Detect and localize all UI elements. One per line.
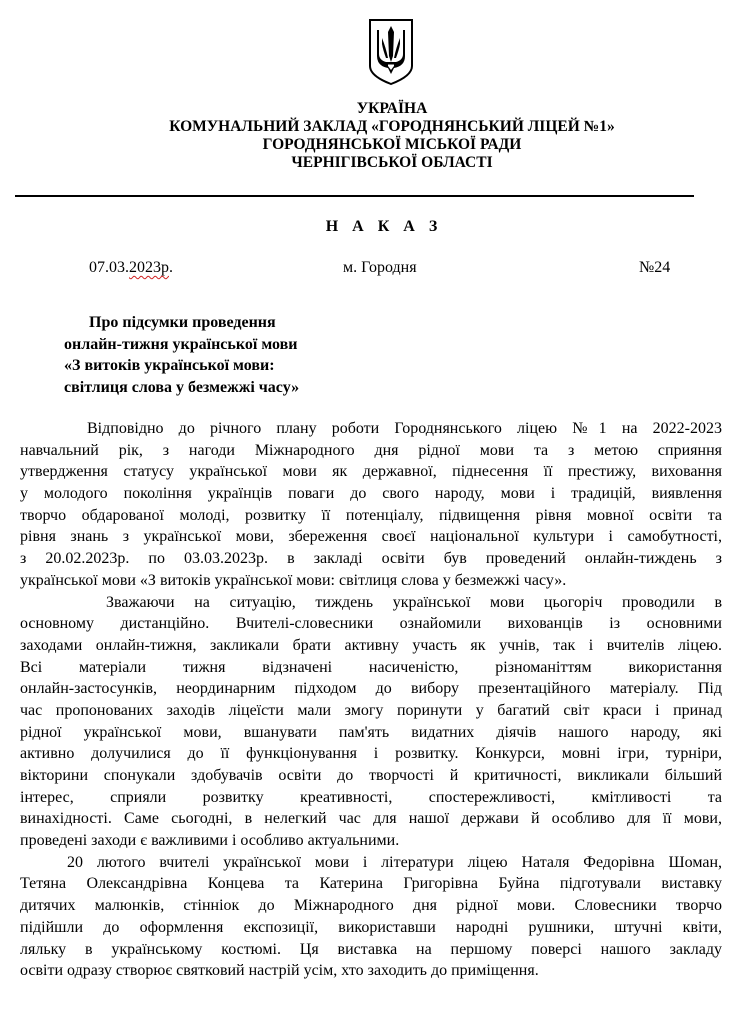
body-line: у молодого покоління українців поваги до свого народу, мови і традицій, виявлення bbox=[20, 485, 722, 503]
body-line: утвердження статусу української мови як державної, піднесення її престижу, виховання bbox=[20, 463, 722, 481]
subject-line: Про підсумки проведення bbox=[89, 314, 276, 331]
header-region: ЧЕРНІГІВСЬКОЇ ОБЛАСТІ bbox=[291, 154, 493, 171]
body-line: 20 лютого вчителі української мови і літератури ліцею Наталя Федорівна Шоман, bbox=[67, 853, 722, 871]
order-subject bbox=[64, 312, 364, 398]
body-line: заходами онлайн-тижня, закликали брати активну участь як учнів, так і вчителів ліцею. bbox=[20, 636, 722, 654]
tryzub-emblem-icon bbox=[366, 18, 416, 86]
body-line: активно долучилися до її функціонування і розвитку. Конкурси, мовні ігри, турніри, bbox=[20, 745, 722, 763]
order-number: №24 bbox=[639, 259, 671, 276]
body-line: Тетяна Олександрівна Концева та Катерина Григорівна Буйна підготували виставку bbox=[20, 875, 722, 893]
body-line: рідної української мови, вшанувати пам'ять видатних діячів нашого народу, які bbox=[20, 723, 722, 741]
order-place: м. Городня bbox=[343, 259, 417, 276]
body-line: Всі матеріали тижня відзначені насиченістю, різноманіттям використання bbox=[20, 658, 722, 676]
body-line: дитячих малюнків, стінніок до Міжнародного дня рідної мови. Словесники творчо bbox=[20, 897, 722, 915]
body-line: Зважаючи на ситуацію, тиждень української мови цьогоріч проводили в bbox=[106, 593, 722, 611]
body-line: онлайн-застосунків, неординарним підходом до вибору презентаційного матеріалу. Під bbox=[20, 680, 722, 698]
body-line: підійшли до оформлення експозиції, використавши народні рушники, штучні квіти, bbox=[20, 918, 722, 936]
body-line: навчальний рік, з нагоди Міжнародного дня рідної мови та з метою сприяння bbox=[20, 441, 722, 459]
subject-line: онлайн-тижня української мови bbox=[64, 335, 298, 353]
body-line: проведені заходи є важливими і особливо актуальними. bbox=[20, 832, 400, 850]
body-line: Відповідно до річного плану роботи Городнянського ліцею №1 на 2022-2023 bbox=[87, 420, 722, 437]
body-line: рівня знань з української мови, збереження своєї національної культури і самобутності, bbox=[20, 528, 722, 546]
body-line: інтерес, сприяли розвитку креативності, спостережливості, кмітливості та bbox=[20, 788, 722, 806]
header-divider bbox=[15, 195, 694, 197]
header-council: ГОРОДНЯНСЬКОЇ МІСЬКОЇ РАДИ bbox=[262, 136, 522, 153]
subject-line: світлиця слова у безмежжі часу» bbox=[64, 378, 300, 396]
body-line: творчо обдарованої молоді, розвитку її потенціалу, підвищення рівня мовної освіти та bbox=[20, 506, 722, 524]
body-line: вікторини спонукали здобувачів освіти до творчості й критичності, викликали більший bbox=[20, 767, 722, 784]
body-line: з 20.02.2023р. по 03.03.2023р. в закладі освіти був проведений онлайн-тиждень з bbox=[20, 550, 722, 568]
subject-line: «З витоків української мови: bbox=[64, 357, 275, 374]
body-line: ляльку в українському костюмі. Ця виставка на першому поверсі нашого закладу bbox=[20, 940, 722, 958]
body-line: час пропонованих заходів ліцеїсти мали змогу поринути у багатий світ краси і принад bbox=[20, 701, 722, 719]
header-country: УКРАЇНА bbox=[356, 100, 428, 117]
document-type-title: Н А К А З bbox=[325, 218, 443, 235]
header-institution: КОМУНАЛЬНИЙ ЗАКЛАД «ГОРОДНЯНСЬКИЙ ЛІЦЕЙ №1» bbox=[169, 118, 615, 135]
order-body bbox=[20, 418, 722, 982]
body-line: освіти одразу створює святковий настрій усім, хто заходить до приміщення. bbox=[20, 962, 539, 980]
body-line: основному дистанційно. Вчителі-словесники ознайомили вихованців із основними bbox=[20, 615, 722, 633]
body-line: винахідності. Саме сьогодні, в нелегкий час для нашої держави й особливо для її мови, bbox=[20, 810, 722, 828]
order-date: 07.03.2023р. bbox=[89, 259, 173, 276]
body-line: української мови «З витоків української мови: світлиця слова у безмежжі часу». bbox=[20, 571, 567, 589]
